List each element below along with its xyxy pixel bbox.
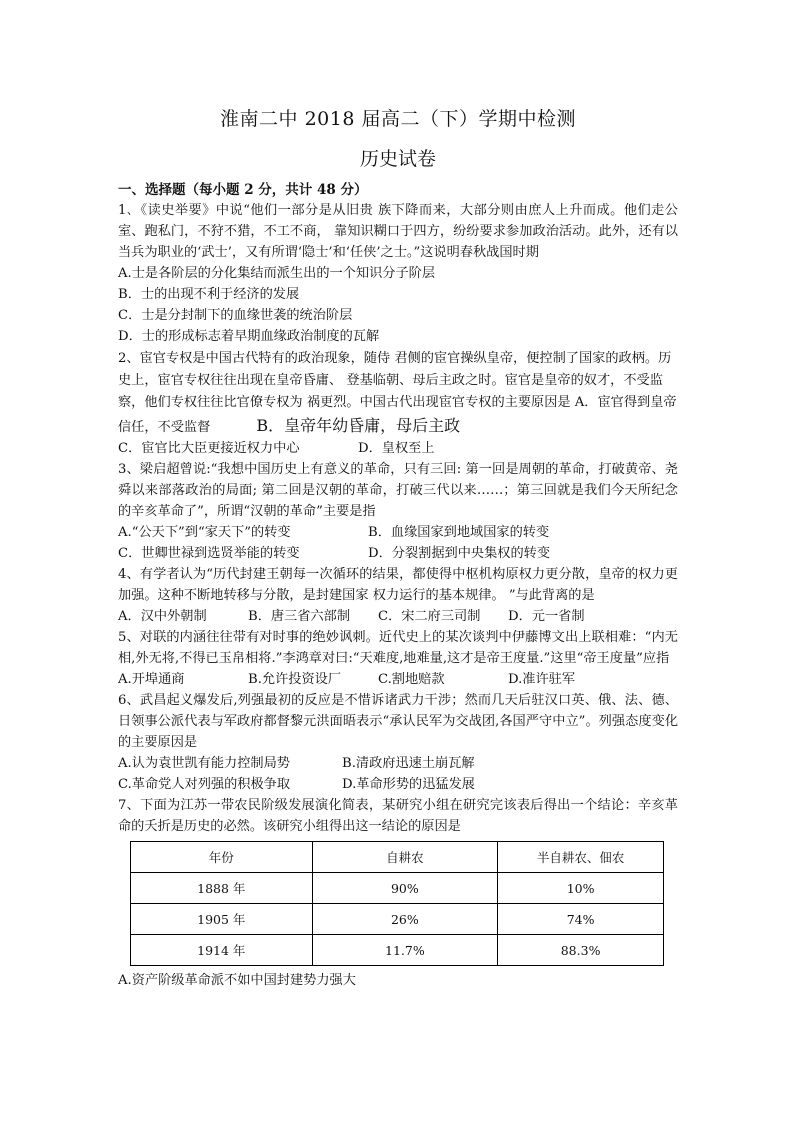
table-row [131, 873, 664, 904]
table-cell: 74% [498, 904, 664, 935]
table-cell: 1905 年 [131, 904, 313, 935]
table-cell: 90% [312, 873, 498, 904]
question-3-stem: 3、梁启超曾说:“我想中国历史上有意义的革命，只有三回: 第一回是周朝的革命，打破黄帝、尧舜以来部落政治的局面; 第二回是汉朝的革命，打破三代以来……；第三回就是我们今天所纪念的辛亥革命了”，所谓“汉朝的革命”主要是指 [118, 462, 678, 519]
question-2-row-cd [118, 438, 678, 459]
question-6-option-b: B.清政府迅速土崩瓦解 [342, 756, 475, 771]
question-5 [118, 627, 678, 690]
question-1 [118, 200, 678, 347]
question-4-option-b: B．唐三省六部制 [248, 609, 351, 624]
question-3 [118, 459, 678, 564]
question-6-row-cd [118, 774, 678, 795]
question-4-option-d: D．元一省制 [508, 609, 585, 624]
question-5-option-d: D.准许驻军 [508, 672, 576, 687]
table-cell: 11.7% [312, 935, 498, 966]
question-3-option-c: C．世卿世禄到选贤举能的转变 [118, 546, 300, 561]
question-5-option-c: C.割地赔款 [378, 672, 445, 687]
question-3-row-cd [118, 543, 678, 564]
exam-page [118, 104, 678, 991]
peasant-class-table [130, 841, 664, 966]
question-4-option-c: C．宋二府三司制 [378, 609, 481, 624]
question-1-option-c: C．士是分封制下的血缘世袭的统治阶层 [118, 308, 353, 323]
question-3-row-ab [118, 522, 678, 543]
question-3-option-b: B．血缘国家到地域国家的转变 [368, 525, 550, 540]
question-2-option-b: B．皇帝年幼昏庸，母后主政 [256, 416, 461, 435]
table-cell: 26% [312, 904, 498, 935]
question-1-option-d: D．士的形成标志着早期血缘政治制度的瓦解 [118, 329, 380, 344]
exam-subtitle: 历史试卷 [359, 148, 436, 170]
question-6 [118, 690, 678, 795]
question-1-option-b: B．士的出现不利于经济的发展 [118, 287, 300, 302]
table-header-owner-farmer: 自耕农 [312, 842, 498, 873]
question-7 [118, 795, 678, 991]
question-4-option-a: A．汉中外朝制 [118, 609, 207, 624]
question-6-option-d: D.革命形势的迅猛发展 [342, 777, 475, 792]
question-6-option-c: C.革命党人对列强的积极争取 [118, 777, 291, 792]
question-2-stem: 2、宦官专权是中国古代特有的政治现象，随侍 君侧的宦官操纵皇帝，便控制了国家的政柄。历史上，宦官专权往往出现在皇帝昏庸、 登基临朝、母后主政之时。宦官是皇帝的奴才，不受监察，他们专权往往比官僚专权为 祸更烈。中国古代出现宦官专权的主要原因是 A．宦官得到皇帝信任，不受监督 [118, 351, 677, 435]
question-7-stem: 7、下面为江苏一带农民阶级发展演化简表，某研究小组在研究完该表后得出一个结论：辛亥革命的夭折是历史的必然。该研究小组得出这一结论的原因是 [118, 798, 678, 834]
question-2-option-d: D．皇权至上 [358, 441, 435, 456]
question-5-options [118, 669, 678, 690]
question-2-option-b-inline [210, 416, 460, 435]
question-2 [118, 347, 678, 459]
table-header-row [131, 842, 664, 873]
question-5-stem: 5、对联的内涵往往带有对时事的绝妙讽刺。近代史上的某次谈判中伊藤博文出上联相难：“内无相,外无将,不得已玉帛相将.”李鸿章对曰:“天难度,地难量,这才是帝王度量.”这里“帝王度量”应指 [118, 630, 678, 666]
table-cell: 88.3% [498, 935, 664, 966]
table-row [131, 935, 664, 966]
table-header-year: 年份 [131, 842, 313, 873]
question-3-option-d: D．分裂割据到中央集权的转变 [368, 546, 551, 561]
table-header-tenant-farmer: 半自耕农、佃农 [498, 842, 664, 873]
question-7-option-a: A.资产阶级革命派不如中国封建势力强大 [118, 973, 356, 988]
question-1-stem: 1､《读史举要》中说“他们一部分是从旧贵 族下降而来，大部分则由庶人上升而成。他们走公室、跑私门，不狩不猎，不工不商， 靠知识糊口于四方，纷纷要求参加政治活动。此外，还有以当兵为职业的‘武士’，又有所谓‘隐士’和‘任侠’之士。”这说明春秋战国时期 [118, 203, 678, 260]
question-5-option-b: B.允许投资设厂 [248, 672, 342, 687]
question-6-row-ab [118, 753, 678, 774]
question-4 [118, 564, 678, 627]
section-heading: 一、选择题（每小题 2 分，共计 48 分） [118, 182, 368, 198]
question-2-option-c: C．宦官比大臣更接近权力中心 [118, 441, 300, 456]
question-6-option-a: A.认为袁世凯有能力控制局势 [118, 756, 290, 771]
question-4-options [118, 606, 678, 627]
table-cell: 1888 年 [131, 873, 313, 904]
question-1-option-a: A.士是各阶层的分化集结而派生出的一个知识分子阶层 [118, 266, 436, 281]
question-6-stem: 6、武昌起义爆发后,列强最初的反应是不惜诉诸武力干涉；然而几天后驻汉口英、俄、法、德、日领事公派代表与军政府都督黎元洪面晤表示“承认民军为交战团,各国严守中立”。列强态度变化的主要原因是 [118, 693, 678, 750]
question-5-option-a: A.开埠通商 [118, 672, 185, 687]
question-3-option-a: A.“公天下”到“家天下”的转变 [118, 525, 291, 540]
table-row [131, 904, 664, 935]
question-4-stem: 4、有学者认为“历代封建王朝每一次循环的结果，都使得中枢机构原权力更分散，皇帝的权力更加强。这种不断地转移与分散，是封建国家 权力运行的基本规律。 ”与此背离的是 [118, 567, 678, 603]
table-cell: 1914 年 [131, 935, 313, 966]
exam-title: 淮南二中 2018 届高二（下）学期中检测 [220, 108, 576, 130]
table-cell: 10% [498, 873, 664, 904]
